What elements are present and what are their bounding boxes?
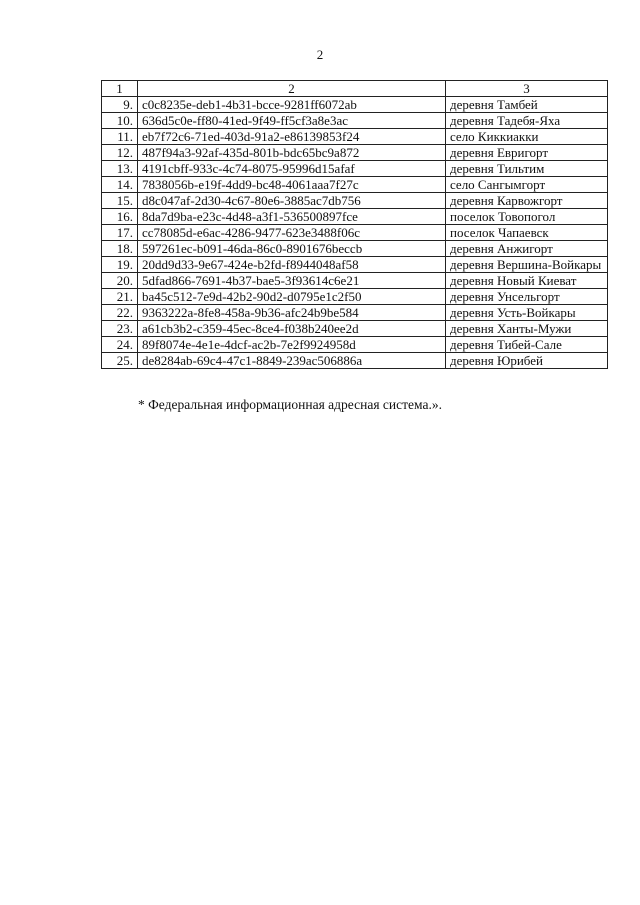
settlement-name-cell: поселок Чапаевск — [446, 225, 608, 241]
settlement-name-cell: деревня Карвожгорт — [446, 193, 608, 209]
fias-id-cell: c0c8235e-deb1-4b31-bcce-9281ff6072ab — [138, 97, 446, 113]
settlement-name-cell: деревня Евригорт — [446, 145, 608, 161]
table-row — [102, 273, 608, 289]
table-row — [102, 193, 608, 209]
settlement-name-cell: деревня Тадебя-Яха — [446, 113, 608, 129]
table-row — [102, 305, 608, 321]
row-number-cell: 12. — [102, 145, 138, 161]
fias-id-cell: 9363222a-8fe8-458a-9b36-afc24b9be584 — [138, 305, 446, 321]
row-number-cell: 13. — [102, 161, 138, 177]
settlements-table — [101, 80, 608, 369]
row-number-cell: 11. — [102, 129, 138, 145]
row-number-cell: 20. — [102, 273, 138, 289]
settlement-name-cell: деревня Тильтим — [446, 161, 608, 177]
settlement-name-cell: деревня Вершина-Войкары — [446, 257, 608, 273]
table-row — [102, 353, 608, 369]
settlement-name-cell: деревня Унсельгорт — [446, 289, 608, 305]
row-number-cell: 15. — [102, 193, 138, 209]
fias-id-cell: 597261ec-b091-46da-86c0-8901676beccb — [138, 241, 446, 257]
table-row — [102, 257, 608, 273]
table-row — [102, 145, 608, 161]
fias-id-cell: 4191cbff-933c-4c74-8075-95996d15afaf — [138, 161, 446, 177]
fias-id-cell: eb7f72c6-71ed-403d-91a2-e86139853f24 — [138, 129, 446, 145]
fias-id-cell: d8c047af-2d30-4c67-80e6-3885ac7db756 — [138, 193, 446, 209]
fias-id-cell: 20dd9d33-9e67-424e-b2fd-f8944048af58 — [138, 257, 446, 273]
fias-id-cell: 636d5c0e-ff80-41ed-9f49-ff5cf3a8e3ac — [138, 113, 446, 129]
fias-id-cell: 487f94a3-92af-435d-801b-bdc65bc9a872 — [138, 145, 446, 161]
row-number-cell: 21. — [102, 289, 138, 305]
settlement-name-cell: село Сангымгорт — [446, 177, 608, 193]
settlement-name-cell: деревня Анжигорт — [446, 241, 608, 257]
row-number-cell: 23. — [102, 321, 138, 337]
row-number-cell: 24. — [102, 337, 138, 353]
table-row — [102, 113, 608, 129]
table-row — [102, 161, 608, 177]
table-row — [102, 225, 608, 241]
header-col-number: 1 — [102, 81, 138, 97]
header-col-name: 3 — [446, 81, 608, 97]
settlement-name-cell: деревня Тамбей — [446, 97, 608, 113]
settlement-name-cell: село Киккиакки — [446, 129, 608, 145]
footnote: * Федеральная информационная адресная система.». — [138, 397, 442, 412]
row-number-cell: 22. — [102, 305, 138, 321]
settlement-name-cell: деревня Тибей-Сале — [446, 337, 608, 353]
table-row — [102, 97, 608, 113]
header-col-id: 2 — [138, 81, 446, 97]
settlement-name-cell: деревня Усть-Войкары — [446, 305, 608, 321]
row-number-cell: 18. — [102, 241, 138, 257]
row-number-cell: 10. — [102, 113, 138, 129]
table-body — [102, 97, 608, 369]
table-header — [102, 81, 608, 97]
fias-id-cell: cc78085d-e6ac-4286-9477-623e3488f06c — [138, 225, 446, 241]
fias-id-cell: de8284ab-69c4-47c1-8849-239ac506886a — [138, 353, 446, 369]
table-row — [102, 241, 608, 257]
table-row — [102, 177, 608, 193]
row-number-cell: 19. — [102, 257, 138, 273]
table-row — [102, 289, 608, 305]
settlement-name-cell: поселок Товопогол — [446, 209, 608, 225]
fias-id-cell: 89f8074e-4e1e-4dcf-ac2b-7e2f9924958d — [138, 337, 446, 353]
table-row — [102, 209, 608, 225]
fias-id-cell: 7838056b-e19f-4dd9-bc48-4061aaa7f27c — [138, 177, 446, 193]
row-number-cell: 17. — [102, 225, 138, 241]
settlement-name-cell: деревня Юрибей — [446, 353, 608, 369]
fias-id-cell: ba45c512-7e9d-42b2-90d2-d0795e1c2f50 — [138, 289, 446, 305]
table-row — [102, 129, 608, 145]
settlement-name-cell: деревня Ханты-Мужи — [446, 321, 608, 337]
row-number-cell: 9. — [102, 97, 138, 113]
table-row — [102, 337, 608, 353]
fias-id-cell: 8da7d9ba-e23c-4d48-a3f1-536500897fce — [138, 209, 446, 225]
fias-id-cell: 5dfad866-7691-4b37-bae5-3f93614c6e21 — [138, 273, 446, 289]
page-number: 2 — [316, 47, 324, 62]
row-number-cell: 16. — [102, 209, 138, 225]
row-number-cell: 25. — [102, 353, 138, 369]
fias-id-cell: a61cb3b2-c359-45ec-8ce4-f038b240ee2d — [138, 321, 446, 337]
table-row — [102, 321, 608, 337]
row-number-cell: 14. — [102, 177, 138, 193]
header-row — [102, 81, 608, 97]
settlement-name-cell: деревня Новый Киеват — [446, 273, 608, 289]
